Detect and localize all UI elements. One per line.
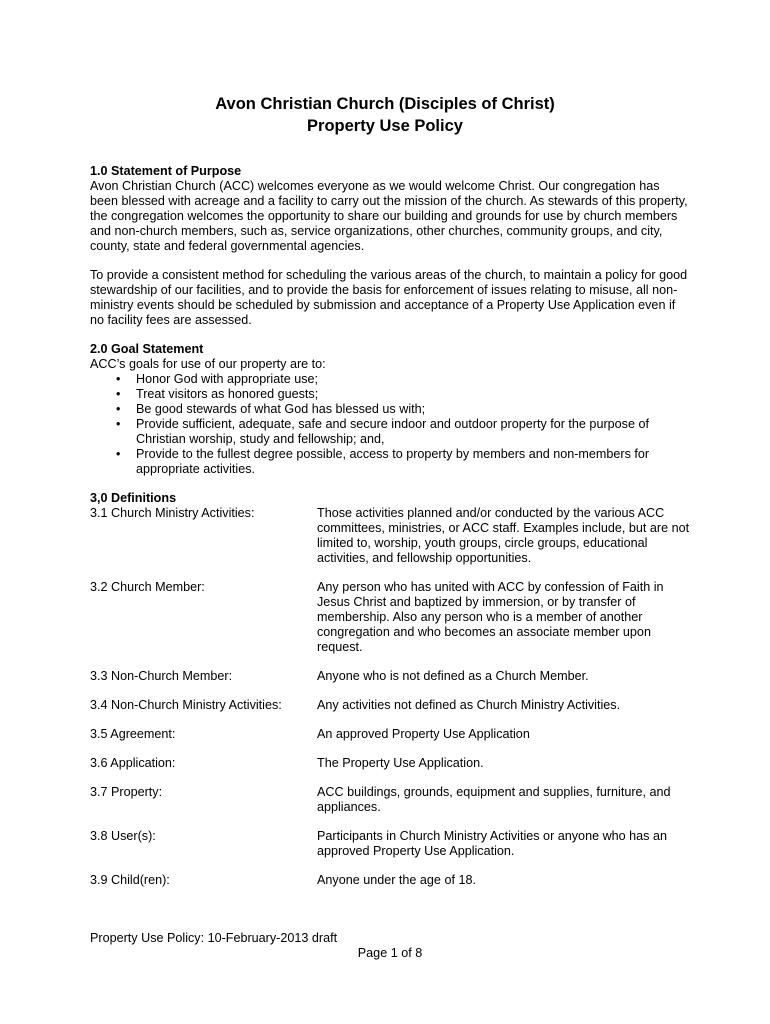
page-number: Page 1 of 8 (357, 946, 423, 960)
list-item (90, 447, 690, 477)
definition-row (90, 506, 690, 566)
section-statement-of-purpose (90, 164, 690, 328)
bullet-icon: • (116, 417, 121, 431)
definition-term: 3.8 User(s): (90, 829, 156, 843)
list-item-text: Provide to the fullest degree possible, access to property by members and non-members for appropriate activities. (136, 447, 650, 476)
definition-row (90, 727, 690, 742)
definition-description: Those activities planned and/or conducted by the various ACC committees, ministries, or ACC staff. Examples include, but are not limited to, worship, youth groups, circle groups, educational activities, and fellowship opportunities. (317, 506, 690, 565)
definition-term: 3.7 Property: (90, 785, 163, 799)
definition-term: 3.3 Non-Church Member: (90, 669, 233, 683)
footer-document-info: Property Use Policy: 10-February-2013 draft (90, 931, 338, 945)
definition-description: Anyone under the age of 18. (317, 873, 476, 887)
definition-description: Anyone who is not defined as a Church Member. (317, 669, 589, 683)
section-definitions (90, 491, 690, 888)
definition-row (90, 698, 690, 713)
definition-description: Any activities not defined as Church Ministry Activities. (317, 698, 621, 712)
title-line-2: Property Use Policy (307, 117, 463, 135)
list-item (90, 417, 690, 447)
definition-row (90, 785, 690, 815)
list-item-text: Treat visitors as honored guests; (136, 387, 319, 401)
list-item-text: Honor God with appropriate use; (136, 372, 319, 386)
definition-description: The Property Use Application. (317, 756, 484, 770)
bullet-icon: • (116, 372, 121, 386)
definition-row (90, 580, 690, 655)
goals-list (90, 372, 690, 477)
definition-term: 3.1 Church Ministry Activities: (90, 506, 255, 520)
bullet-icon: • (116, 447, 121, 461)
section-heading: 1.0 Statement of Purpose (90, 164, 242, 178)
section-heading: 2.0 Goal Statement (90, 342, 204, 356)
list-item-text: Provide sufficient, adequate, safe and secure indoor and outdoor property for the purpose of Christian worship, study and fellowship; and, (136, 417, 649, 446)
page-footer (90, 931, 690, 961)
bullet-icon: • (116, 402, 121, 416)
list-item-text: Be good stewards of what God has blessed us with; (136, 402, 426, 416)
section-goal-statement (90, 342, 690, 477)
list-item (90, 372, 690, 387)
definition-term: 3.5 Agreement: (90, 727, 176, 741)
definition-term: 3.2 Church Member: (90, 580, 205, 594)
definition-term: 3.4 Non-Church Ministry Activities: (90, 698, 282, 712)
paragraph: Avon Christian Church (ACC) welcomes everyone as we would welcome Christ. Our congregation has been blessed with acreage and a facility to carry out the mission of the church. As stewards of this property, the congregation welcomes the opportunity to share our building and grounds for use by church members and non-church members, such as, service organizations, other churches, community groups, and city, county, state and federal governmental agencies. (90, 179, 688, 253)
document-title (0, 93, 770, 137)
bullet-icon: • (116, 387, 121, 401)
list-item (90, 387, 690, 402)
paragraph: To provide a consistent method for scheduling the various areas of the church, to maintain a policy for good stewardship of our facilities, and to provide the basis for enforcement of issues relating to misuse, all non-ministry events should be scheduled by submission and acceptance of a Property Use Application even if no facility fees are assessed. (90, 268, 688, 327)
goals-intro: ACC’s goals for use of our property are to: (90, 357, 326, 371)
definition-description: An approved Property Use Application (317, 727, 530, 741)
title-line-1: Avon Christian Church (Disciples of Christ) (215, 95, 555, 113)
document-body (90, 164, 690, 888)
definition-description: ACC buildings, grounds, equipment and supplies, furniture, and appliances. (317, 785, 671, 814)
section-heading: 3,0 Definitions (90, 491, 177, 505)
definition-row (90, 829, 690, 859)
definition-row (90, 669, 690, 684)
definition-term: 3.9 Child(ren): (90, 873, 170, 887)
definition-row (90, 756, 690, 771)
definition-description: Participants in Church Ministry Activities or anyone who has an approved Property Use Application. (317, 829, 667, 858)
definition-description: Any person who has united with ACC by confession of Faith in Jesus Christ and baptized by immersion, or by transfer of membership. Also any person who is a member of another congregation and who becomes an associate member upon request. (317, 580, 664, 654)
list-item (90, 402, 690, 417)
definition-row (90, 873, 690, 888)
definition-term: 3.6 Application: (90, 756, 176, 770)
